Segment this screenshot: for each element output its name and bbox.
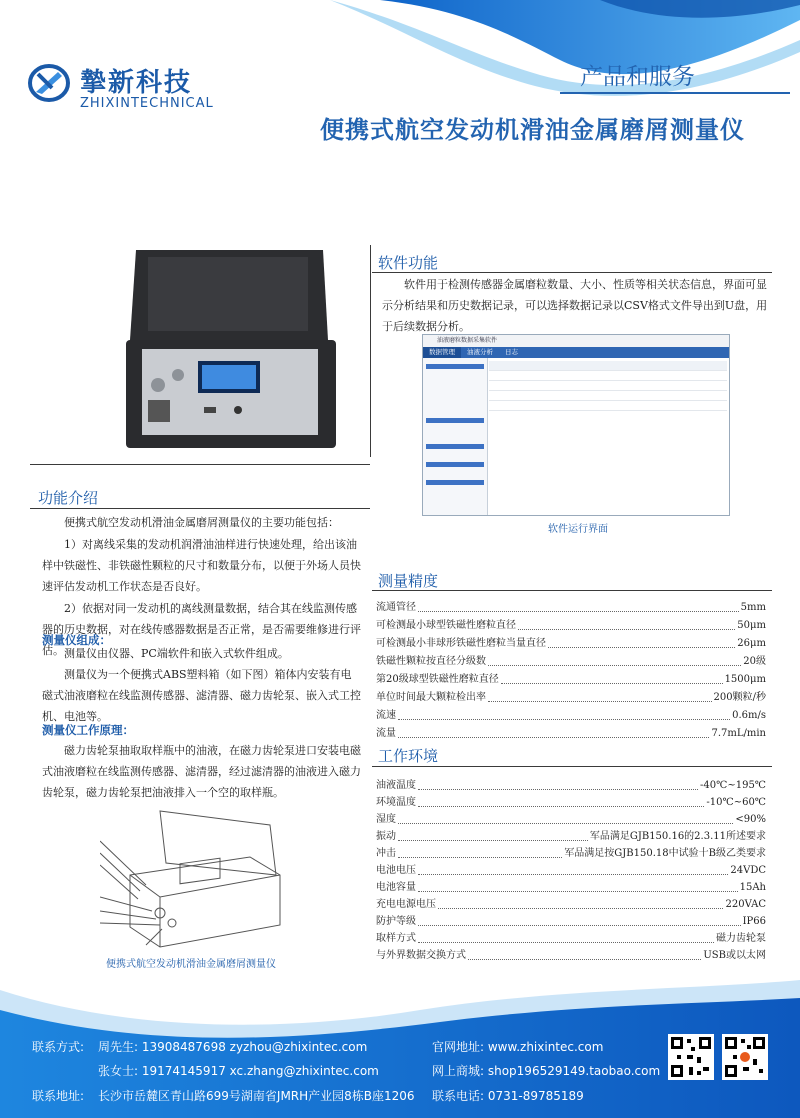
environment-value: IP66 bbox=[742, 916, 766, 927]
footer-contact-1: 周先生: 13908487698 zyzhou@zhixintec.com bbox=[98, 1040, 368, 1054]
section-rule-environment bbox=[372, 766, 772, 767]
precision-value: 200颗粒/秒 bbox=[713, 692, 766, 703]
environment-value: 24VDC bbox=[730, 865, 766, 876]
section-rule-features bbox=[30, 464, 370, 465]
software-window-title: 油液磨粒数据采集软件 bbox=[437, 337, 498, 344]
section-rule-features-under bbox=[30, 508, 370, 509]
instrument-drawing bbox=[100, 805, 290, 953]
menu-data-manage: 数据管理 bbox=[423, 347, 461, 358]
environment-value: -10℃~60℃ bbox=[706, 797, 766, 808]
service-underline bbox=[560, 92, 790, 94]
features-item-2: 2）依据对同一发动机的离线测量数据，结合其在线监测传感器的历史数据，对在线传感器数据是否正常，是否需要维修进行评估。 bbox=[42, 602, 361, 657]
precision-dots bbox=[418, 598, 739, 612]
composition-heading: 测量仪组成： bbox=[42, 633, 111, 647]
environment-label: 充电电源电压 bbox=[376, 899, 436, 910]
precision-row bbox=[376, 670, 766, 690]
environment-label: 电池电压 bbox=[376, 865, 416, 876]
footer-shop: 网上商城: shop196529149.taobao.com bbox=[432, 1064, 661, 1078]
footer-address: 长沙市岳麓区青山路699号湖南省JMRH产业园8栋B座1206 bbox=[98, 1089, 415, 1103]
software-description: 软件用于检测传感器金属磨粒数量、大小、性质等相关状态信息，界面可显示分析结果和历史数据记录，可以选择数据记录以CSV格式文件导出到U盘，用于后续数据分析。 bbox=[382, 278, 768, 333]
features-heading: 功能介绍 bbox=[38, 489, 99, 507]
software-screenshot bbox=[422, 334, 730, 516]
precision-row bbox=[376, 724, 766, 744]
environment-label: 与外界数据交换方式 bbox=[376, 950, 466, 961]
software-caption: 软件运行界面 bbox=[548, 524, 608, 535]
software-menu-bar bbox=[423, 347, 729, 358]
company-name-en: ZHIXINTECHNICAL bbox=[80, 96, 214, 111]
software-side-button bbox=[426, 418, 484, 423]
qr-code-shop-icon bbox=[722, 1034, 768, 1080]
footer-address-label: 联系地址: bbox=[32, 1089, 85, 1103]
company-logo-icon bbox=[28, 62, 70, 104]
environment-value: 15Ah bbox=[739, 882, 766, 893]
environment-label: 振动 bbox=[376, 831, 396, 842]
service-label: 产品和服务 bbox=[580, 64, 695, 90]
precision-row bbox=[376, 652, 766, 672]
precision-dots bbox=[398, 706, 730, 720]
environment-value: 军品满足按GJB150.18中试验十B级乙类要求 bbox=[564, 848, 766, 859]
software-sidebar bbox=[423, 358, 488, 515]
precision-value: 26μm bbox=[737, 638, 766, 649]
environment-dots bbox=[418, 793, 704, 807]
software-grid-row bbox=[489, 381, 727, 391]
precision-label: 可检测最小非球形铁磁性磨粒当量直径 bbox=[376, 638, 546, 649]
precision-label: 铁磁性颗粒按直径分级数 bbox=[376, 656, 486, 667]
precision-label: 可检测最小球型铁磁性磨粒直径 bbox=[376, 620, 516, 631]
precision-dots bbox=[488, 688, 712, 702]
software-grid-header bbox=[489, 361, 727, 371]
software-side-button bbox=[426, 364, 484, 369]
software-grid-row bbox=[489, 401, 727, 411]
precision-row bbox=[376, 706, 766, 726]
environment-dots bbox=[438, 895, 723, 909]
environment-label: 防护等级 bbox=[376, 916, 416, 927]
environment-value: 磁力齿轮泵 bbox=[716, 933, 766, 944]
precision-heading: 测量精度 bbox=[378, 572, 439, 590]
precision-label: 流速 bbox=[376, 710, 396, 721]
environment-label: 取样方式 bbox=[376, 933, 416, 944]
environment-label: 油液温度 bbox=[376, 780, 416, 791]
precision-row bbox=[376, 634, 766, 654]
precision-dots bbox=[488, 652, 741, 666]
environment-dots bbox=[398, 810, 733, 824]
composition-text-1: 测量仪由仪器、PC端软件和嵌入式软件组成。 bbox=[64, 647, 289, 660]
menu-oil-analysis: 油液分析 bbox=[467, 348, 493, 356]
footer-contact-label: 联系方式: bbox=[32, 1040, 85, 1054]
footer-phone: 联系电话: 0731-89785189 bbox=[432, 1089, 584, 1103]
precision-label: 流通管径 bbox=[376, 602, 416, 613]
precision-dots bbox=[501, 670, 723, 684]
precision-label: 单位时间最大颗粒检出率 bbox=[376, 692, 486, 703]
menu-log: 日志 bbox=[505, 348, 518, 356]
environment-value: 220VAC bbox=[725, 899, 766, 910]
environment-value: -40℃~195℃ bbox=[700, 780, 766, 791]
product-photo bbox=[118, 245, 340, 455]
environment-row bbox=[376, 946, 766, 966]
software-grid-row bbox=[489, 391, 727, 401]
environment-value: USB或以太网 bbox=[703, 950, 766, 961]
precision-value: 1500μm bbox=[724, 674, 766, 685]
environment-dots bbox=[418, 912, 741, 926]
environment-value: <90% bbox=[735, 814, 766, 825]
environment-label: 环境温度 bbox=[376, 797, 416, 808]
precision-label: 第20级球型铁磁性磨粒直径 bbox=[376, 674, 499, 685]
section-rule-precision bbox=[372, 590, 772, 591]
features-item-1: 1）对离线采集的发动机润滑油油样进行快速处理，给出该油样中铁磁性、非铁磁性颗粒的尺寸和数量分布，以便于外场人员快速评估发动机工作状态是否良好。 bbox=[42, 538, 361, 593]
precision-value: 0.6m/s bbox=[732, 710, 766, 721]
environment-dots bbox=[398, 844, 562, 858]
footer-contact-2: 张女士: 19174145917 xc.zhang@zhixintec.com bbox=[98, 1064, 379, 1078]
precision-value: 5mm bbox=[740, 602, 766, 613]
environment-dots bbox=[418, 776, 698, 790]
precision-dots bbox=[548, 634, 735, 648]
composition-text-2: 测量仪为一个便携式ABS塑料箱（如下图）箱体内安装有电磁式油液磨粒在线监测传感器、滤清器、磁力齿轮泵、嵌入式工控机、电池等。 bbox=[42, 668, 361, 723]
precision-value: 20级 bbox=[743, 656, 766, 667]
section-rule-software bbox=[372, 272, 772, 273]
precision-dots bbox=[518, 616, 735, 630]
precision-row bbox=[376, 616, 766, 636]
precision-dots bbox=[398, 724, 709, 738]
principle-text: 磁力齿轮泵抽取取样瓶中的油液，在磁力齿轮泵进口安装电磁式油液磨粒在线监测传感器、滤清器，经过滤清器的油液进入磁力齿轮泵，磁力齿轮泵把油液排入一个空的取样瓶。 bbox=[42, 744, 361, 799]
environment-dots bbox=[468, 946, 701, 960]
precision-row bbox=[376, 688, 766, 708]
software-side-button bbox=[426, 462, 484, 467]
column-divider bbox=[370, 245, 371, 457]
environment-dots bbox=[418, 878, 738, 892]
footer-website: 官网地址: www.zhixintec.com bbox=[432, 1040, 604, 1054]
software-grid-row bbox=[489, 371, 727, 381]
precision-value: 50μm bbox=[737, 620, 766, 631]
drawing-caption: 便携式航空发动机滑油金属磨屑测量仪 bbox=[106, 959, 276, 970]
environment-label: 电池容量 bbox=[376, 882, 416, 893]
features-intro: 便携式航空发动机滑油金属磨屑测量仪的主要功能包括： bbox=[64, 516, 339, 529]
environment-dots bbox=[418, 929, 714, 943]
software-side-button bbox=[426, 444, 484, 449]
software-side-button bbox=[426, 480, 484, 485]
software-heading: 软件功能 bbox=[378, 254, 439, 272]
software-window-titlebar bbox=[423, 335, 729, 347]
company-name-cn: 摯新科技 bbox=[80, 68, 193, 98]
principle-heading: 测量仪工作原理： bbox=[42, 723, 134, 737]
page-title: 便携式航空发动机滑油金属磨屑测量仪 bbox=[320, 116, 745, 144]
environment-value: 军品满足GJB150.16的2.3.11所述要求 bbox=[589, 831, 766, 842]
precision-label: 流量 bbox=[376, 728, 396, 739]
environment-dots bbox=[398, 827, 588, 841]
qr-code-icon bbox=[668, 1034, 714, 1080]
environment-label: 冲击 bbox=[376, 848, 396, 859]
environment-label: 湿度 bbox=[376, 814, 396, 825]
environment-dots bbox=[418, 861, 728, 875]
precision-value: 7.7mL/min bbox=[711, 728, 766, 739]
environment-heading: 工作环境 bbox=[378, 747, 439, 765]
software-data-grid bbox=[489, 361, 727, 411]
precision-row bbox=[376, 598, 766, 618]
